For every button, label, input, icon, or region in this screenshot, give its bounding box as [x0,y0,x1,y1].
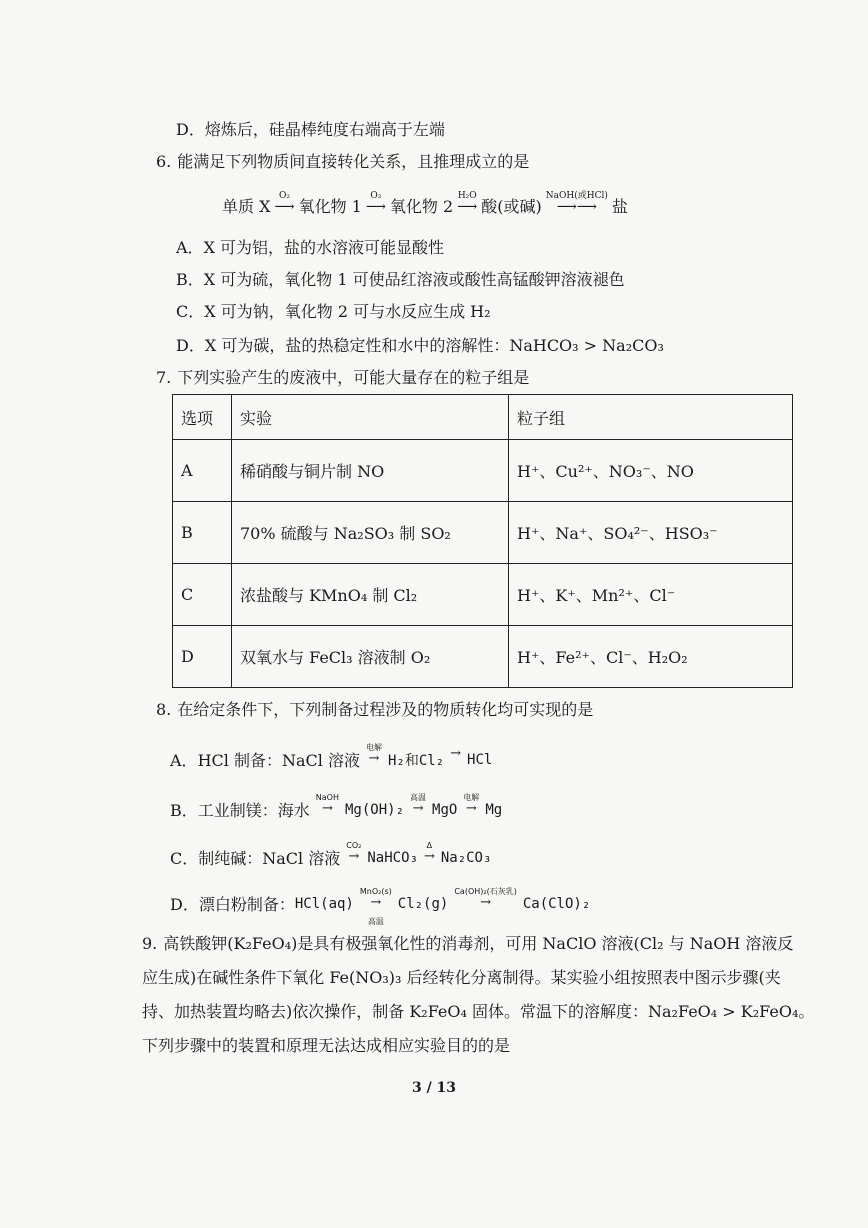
question-text: 在给定条件下，下列制备过程涉及的物质转化均可实现的是 [177,700,594,719]
table-row [173,626,793,688]
option-letter: D． [170,895,199,914]
option-letter: B． [176,270,204,289]
cell-particles: H⁺、Cu²⁺、NO₃⁻、NO [509,440,793,502]
header-option: 选项 [173,395,232,440]
option-text: X 可为硫，氧化物 1 可使品红溶液或酸性高锰酸钾溶液褪色 [203,270,625,289]
q7-stem [156,368,529,388]
question-text: 应生成)在碱性条件下氧化 Fe(NO₃)₃ 后经转化分离制得。某实验小组按照表中图示步骤(夹 [142,968,781,987]
q8-option-b [170,792,503,821]
q5-option-d [176,120,445,140]
option-text: X 可为钠，氧化物 2 可与水反应生成 H₂ [204,302,491,321]
option-letter: A． [176,238,204,257]
question-number: 8. [156,700,172,719]
q7-table [172,394,793,688]
option-label: 工业制镁： [197,801,278,820]
cell-experiment: 70% 硫酸与 Na₂SO₃ 制 SO₂ [232,502,509,564]
q9-line-1 [142,934,793,954]
reaction-arrow: Δ → [423,840,435,864]
reaction-arrow: H₂O ⟶ [457,190,478,215]
reaction-arrow: O₂ ⟶ [274,190,295,215]
question-text: 下列实验产生的废液中，可能大量存在的粒子组是 [177,368,530,387]
cell-experiment: 双氧水与 FeCl₃ 溶液制 O₂ [232,626,509,688]
option-letter: D． [176,120,205,139]
question-number: 6. [156,152,172,171]
reaction-arrow: 高温 → [410,792,427,816]
cell-particles: H⁺、Na⁺、SO₄²⁻、HSO₃⁻ [509,502,793,564]
q9-line-2 [142,968,781,988]
option-label: HCl 制备： [197,751,282,770]
chain-species: 氧化物 1 [298,197,362,216]
reaction-arrow: NaOH → [315,792,339,816]
question-number: 7. [156,368,172,387]
table-row [173,502,793,564]
q8-option-c [170,840,492,869]
header-experiment: 实验 [232,395,509,440]
reaction-arrow: Ca(OH)₂(石灰乳) → [454,886,517,910]
q6-option-b [176,270,625,290]
reaction-arrow: NaOH(或HCl) ⟶⟶ [545,190,608,215]
cell-particles: H⁺、K⁺、Mn²⁺、Cl⁻ [509,564,793,626]
q8-stem [156,700,593,720]
species: Mg(OH)₂ [345,801,405,818]
q6-conversion-chain [222,190,628,217]
option-text: X 可为铝，盐的水溶液可能显酸性 [203,238,445,257]
reaction-arrow: CO₂ → [346,840,362,864]
question-text: 持、加热装置均略去)依次操作，制备 K₂FeO₄ 固体。常温下的溶解度：Na₂FeO₄ > K₂FeO₄。 [142,1002,815,1021]
page-number: 3 / 13 [411,1080,457,1096]
chain-species: 氧化物 2 [389,197,454,216]
reaction-arrow: 电解 → [365,742,382,766]
reaction-arrow: → [450,745,462,761]
reaction-arrow: 电解 → [463,792,480,816]
q9-line-4 [142,1036,510,1056]
chain-species: 单质 X [222,197,271,216]
species: HCl(aq) [294,895,354,912]
option-text: 熔炼后，硅晶棒纯度右端高于左端 [204,120,445,139]
species: 海水 [277,801,310,820]
species: NaHCO₃ [367,849,418,866]
species: NaCl 溶液 [262,849,341,868]
option-letter: C． [170,849,199,868]
cell-experiment: 稀硝酸与铜片制 NO [232,440,509,502]
cell-option: A [173,440,232,502]
header-particles: 粒子组 [509,395,793,440]
cell-particles: H⁺、Fe²⁺、Cl⁻、H₂O₂ [509,626,793,688]
option-letter: B． [170,801,198,820]
reaction-arrow: O₂ ⟶ [365,190,386,215]
species: HCl [467,751,493,768]
species: Ca(ClO)₂ [522,895,591,912]
q9-line-3 [142,1002,814,1022]
chain-species: 盐 [611,197,628,216]
question-text: 能满足下列物质间直接转化关系，且推理成立的是 [177,152,530,171]
option-letter: A． [170,751,198,770]
species: Mg [485,801,503,818]
option-text: X 可为碳，盐的热稳定性和水中的溶解性：NaHCO₃ > Na₂CO₃ [204,336,664,355]
species: NaCl 溶液 [281,751,360,770]
q8-option-a [170,742,493,771]
table-row [173,440,793,502]
q6-option-d [176,336,664,356]
reaction-arrow: MnO₂(s) → 高温 [359,886,392,926]
q8-option-d [170,886,591,926]
q6-option-c [176,302,491,322]
option-letter: D． [176,336,205,355]
table-row [173,564,793,626]
option-letter: C． [176,302,205,321]
cell-option: C [173,564,232,626]
species: Cl₂(g) [397,895,449,912]
option-label: 制纯碱： [198,849,263,868]
table-header-row [173,395,793,440]
option-label: 漂白粉制备： [198,895,295,914]
cell-option: B [173,502,232,564]
cell-option: D [173,626,232,688]
cell-experiment: 浓盐酸与 KMnO₄ 制 Cl₂ [232,564,509,626]
question-number: 9. [142,934,158,953]
chain-species: 酸(或碱) [481,197,542,216]
question-text: 高铁酸钾(K₂FeO₄)是具有极强氧化性的消毒剂，可用 NaClO 溶液(Cl₂ 与 NaOH 溶液反 [163,934,794,953]
species: H₂和Cl₂ [387,752,445,769]
question-text: 下列步骤中的装置和原理无法达成相应实验目的的是 [142,1036,511,1055]
q6-option-a [176,238,444,258]
q6-stem [156,152,529,172]
species: Na₂CO₃ [440,849,492,866]
species: MgO [432,801,458,818]
